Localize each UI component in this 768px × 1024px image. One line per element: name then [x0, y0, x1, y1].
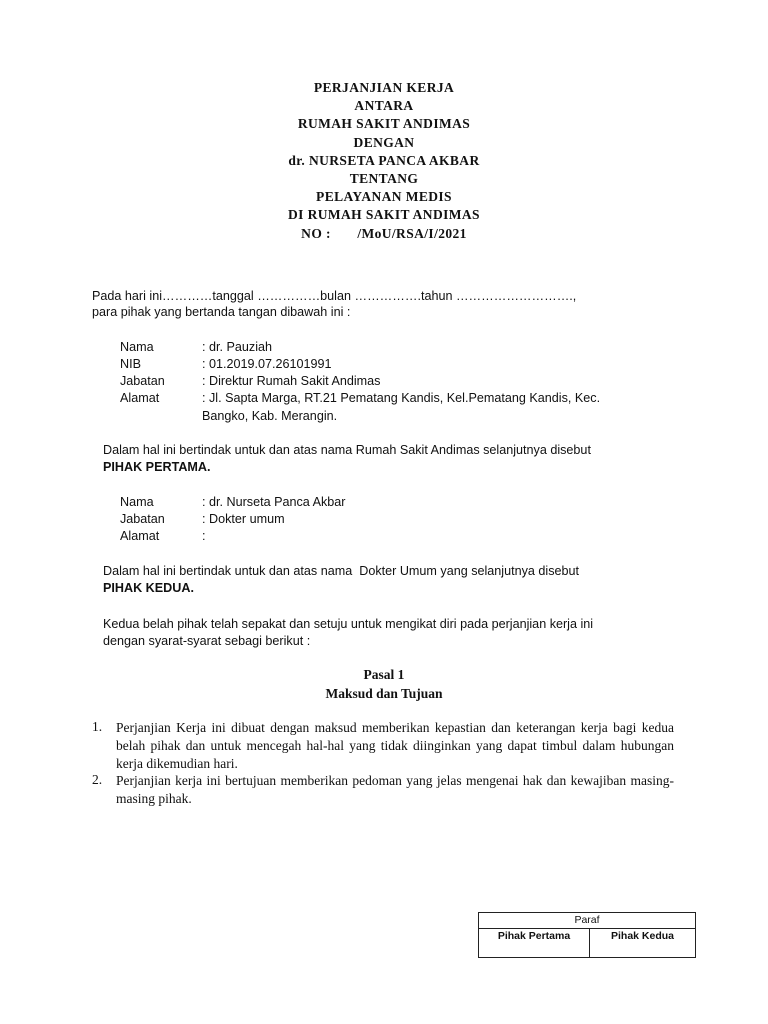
agreement-line-2: dengan syarat-syarat sebagi berikut :	[103, 634, 311, 648]
title-line: DI RUMAH SAKIT ANDIMAS	[288, 207, 480, 223]
paraf-header: Paraf	[479, 913, 695, 929]
list-item-text: Perjanjian Kerja ini dibuat dengan maksud memberikan kepastian dan keterangan kerja bagi kedua belah pihak dan untuk mencegah hal-hal yang tidak diinginkan yang dapat timbul dalam hubungan kerja dikemudian hari.	[116, 720, 674, 771]
info-label: Jabatan	[120, 512, 165, 526]
paraf-box	[478, 912, 696, 958]
info-label: Alamat	[120, 529, 160, 543]
info-value: : Jl. Sapta Marga, RT.21 Pematang Kandis, Kel.Pematang Kandis, Kec.	[202, 391, 601, 405]
party-two-statement: Dalam hal ini bertindak untuk dan atas nama Dokter Umum yang selanjutnya disebut	[103, 564, 580, 578]
party-one-designation: PIHAK PERTAMA.	[103, 460, 211, 474]
party-two-designation: PIHAK KEDUA.	[103, 581, 194, 595]
info-label: NIB	[120, 357, 141, 371]
list-item	[92, 719, 674, 772]
info-label: Nama	[120, 495, 154, 509]
title-line: RUMAH SAKIT ANDIMAS	[297, 116, 471, 132]
title-line: DENGAN	[353, 134, 415, 150]
title-line: ANTARA	[354, 98, 414, 114]
intro-parties-line: para pihak yang bertanda tangan dibawah ini :	[92, 305, 351, 319]
info-value: :	[202, 529, 206, 543]
title-line: dr. NURSETA PANCA AKBAR	[288, 152, 480, 168]
party-one-statement: Dalam hal ini bertindak untuk dan atas nama Rumah Sakit Andimas selanjutnya disebut	[103, 443, 591, 457]
party-two-details	[120, 495, 680, 547]
title-line: TENTANG	[349, 171, 419, 187]
document-number: NO : /MoU/RSA/I/2021	[301, 225, 467, 241]
intro-date-line: Pada hari ini…………tanggal ……………bulan …………….tahun ……………………….,	[92, 289, 577, 303]
title-line: PELAYANAN MEDIS	[316, 189, 452, 205]
article-number: Pasal 1	[363, 667, 405, 682]
document-title	[0, 79, 768, 243]
list-item-text: Perjanjian kerja ini bertujuan memberikan pedoman yang jelas mengenai hak dan kewajiban masing-masing pihak.	[116, 773, 674, 806]
paraf-pihak-pertama: Pihak Pertama	[479, 928, 590, 958]
title-line: PERJANJIAN KERJA	[313, 80, 455, 95]
paraf-pihak-kedua: Pihak Kedua	[610, 930, 675, 942]
party-one-details	[120, 340, 680, 430]
info-value: : Dokter umum	[202, 512, 285, 526]
list-item-number: 2.	[92, 772, 103, 787]
article-title: Maksud dan Tujuan	[325, 686, 443, 701]
info-label: Nama	[120, 340, 154, 354]
info-value: : Direktur Rumah Sakit Andimas	[202, 374, 381, 388]
agreement-line-1: Kedua belah pihak telah sepakat dan setuju untuk mengikat diri pada perjanjian kerja ini	[103, 617, 594, 631]
info-value: : dr. Nurseta Panca Akbar	[202, 495, 346, 509]
info-value: Bangko, Kab. Merangin.	[202, 409, 338, 423]
list-item	[92, 772, 674, 808]
info-label: Alamat	[120, 391, 160, 405]
info-value: : 01.2019.07.26101991	[202, 357, 332, 371]
info-value: : dr. Pauziah	[202, 340, 273, 354]
list-item-number: 1.	[92, 719, 103, 734]
info-label: Jabatan	[120, 374, 165, 388]
